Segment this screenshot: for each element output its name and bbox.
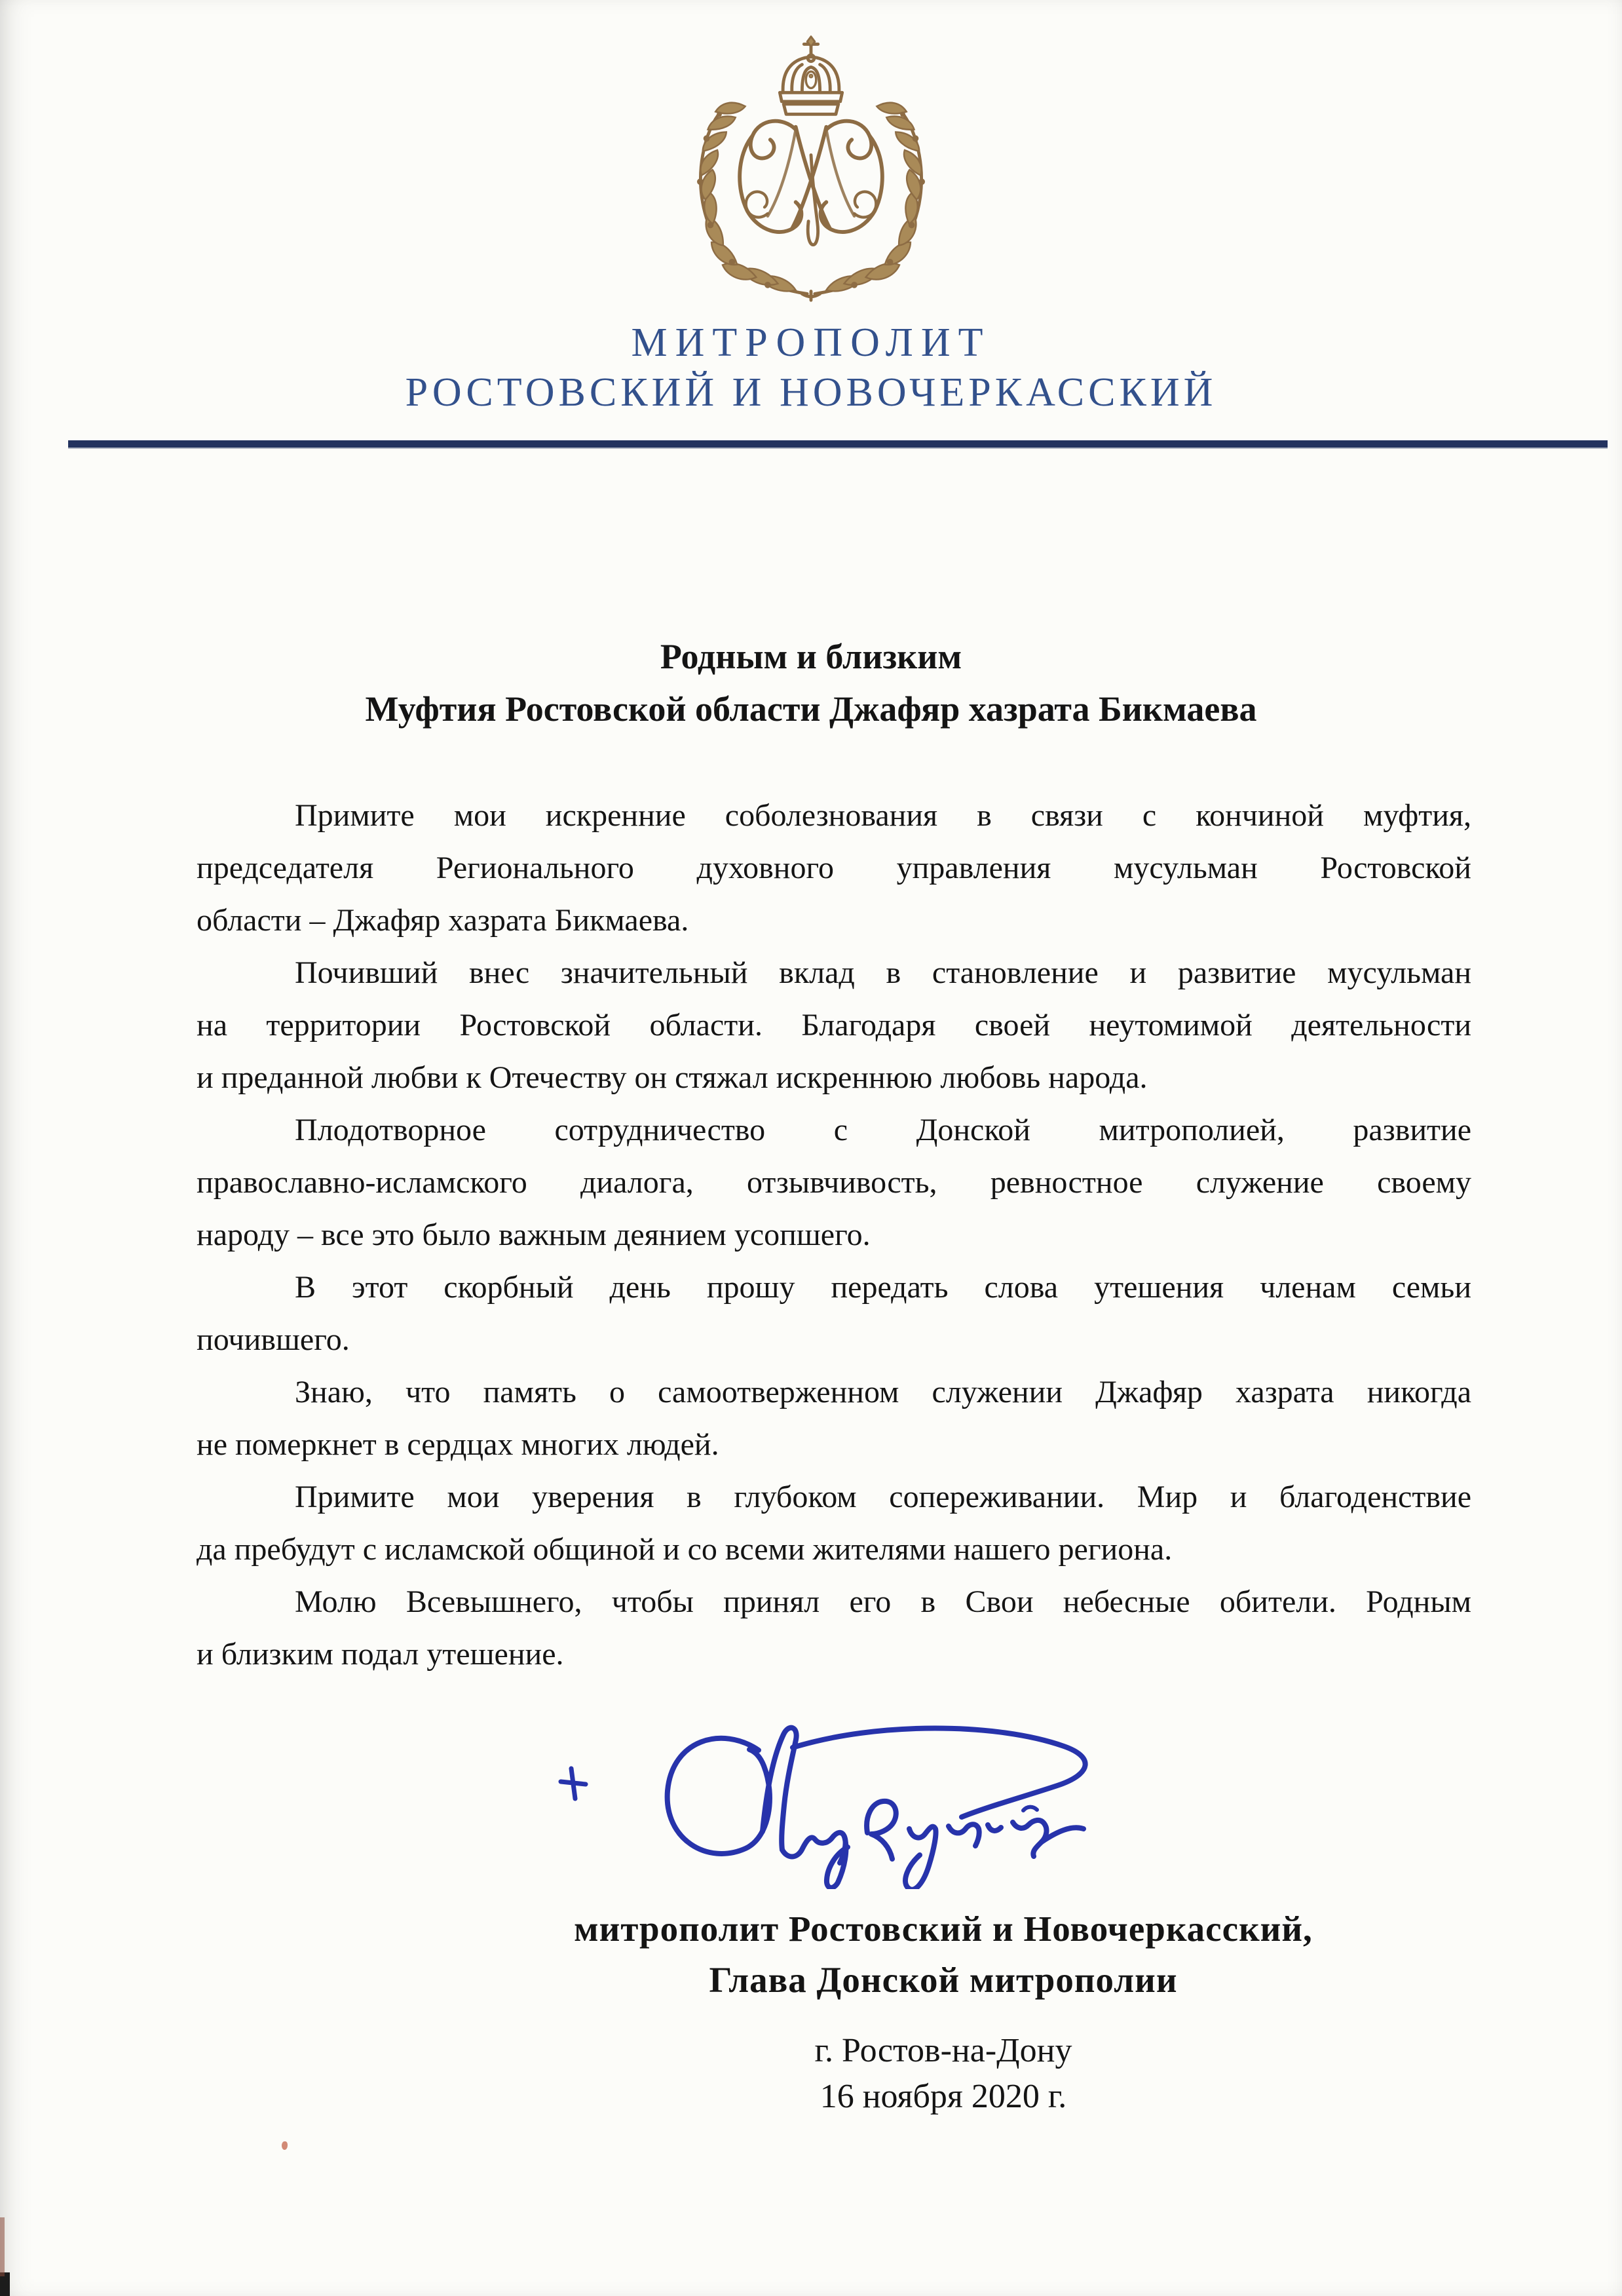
body-line: народу – все это было важным деянием усопшего. <box>197 1217 871 1252</box>
scan-edge-artifact <box>0 2217 5 2276</box>
addressee-line1: Родным и близким <box>660 637 962 676</box>
letterhead-title-line2: РОСТОВСКИЙ И НОВОЧЕРКАССКИЙ <box>405 370 1217 415</box>
body-line: и преданной любви к Отечеству он стяжал искреннюю любовь народа. <box>197 1060 1148 1095</box>
crowned-monogram-wreath-icon <box>667 30 955 304</box>
letterhead-emblem <box>667 30 955 304</box>
paragraph <box>197 947 1471 1104</box>
body-line: В этот скорбный день прошу передать слова утешения членам семьи <box>295 1270 1471 1305</box>
signoff-date: 16 ноября 2020 г. <box>820 2078 1067 2115</box>
scan-speck-artifact <box>282 2141 288 2150</box>
signoff-block <box>367 1909 1520 2116</box>
signoff-title-line2: Глава Донской митрополии <box>709 1960 1178 2000</box>
body-line: на территории Ростовской области. Благодаря своей неутомимой деятельности <box>197 1008 1471 1043</box>
body-line: не померкнет в сердцах многих людей. <box>197 1427 719 1462</box>
body-line: Знаю, что память о самоотверженном служении Джафяр хазрата никогда <box>295 1375 1471 1409</box>
letterhead-rule <box>68 440 1608 448</box>
body-line: Примите мои искренние соболезнования в связи с кончиной муфтия, <box>295 798 1471 833</box>
body-line: почившего. <box>197 1322 350 1357</box>
paragraph <box>197 1261 1471 1366</box>
paragraph <box>197 1366 1471 1471</box>
body-line: да пребудут с исламской общиной и со всеми жителями нашего региона. <box>197 1532 1173 1567</box>
paragraph <box>197 1104 1471 1261</box>
body-line: Плодотворное сотрудничество с Донской митрополией, развитие <box>295 1113 1471 1147</box>
paragraph <box>197 1471 1471 1576</box>
body-line: и близким подал утешение. <box>197 1637 564 1672</box>
letterhead-title-line1: МИТРОПОЛИТ <box>631 320 991 365</box>
letter-body <box>197 790 1471 1681</box>
body-line: председателя Регионального духовного управления мусульман Ростовской <box>197 851 1471 885</box>
body-line: области – Джафяр хазрата Бикмаева. <box>197 903 689 938</box>
body-line: православно-исламского диалога, отзывчивость, ревностное служение своему <box>197 1165 1471 1200</box>
signoff-place: г. Ростов-на-Дону <box>814 2032 1072 2069</box>
body-line: Примите мои уверения в глубоком сопереживании. Мир и благоденствие <box>295 1480 1471 1514</box>
addressee-line2: Муфтия Ростовской области Джафяр хазрата Бикмаева <box>365 689 1257 729</box>
signoff-title-line1: митрополит Ростовский и Новочеркасский, <box>574 1909 1313 1949</box>
paragraph <box>197 790 1471 947</box>
signature-block <box>537 1693 1166 1889</box>
handwritten-signature-icon <box>537 1693 1166 1889</box>
body-line: Почивший внес значительный вклад в становление и развитие мусульман <box>295 955 1471 990</box>
paragraph <box>197 1576 1471 1681</box>
body-line: Молю Всевышнего, чтобы принял его в Свои небесные обители. Родным <box>295 1584 1471 1619</box>
